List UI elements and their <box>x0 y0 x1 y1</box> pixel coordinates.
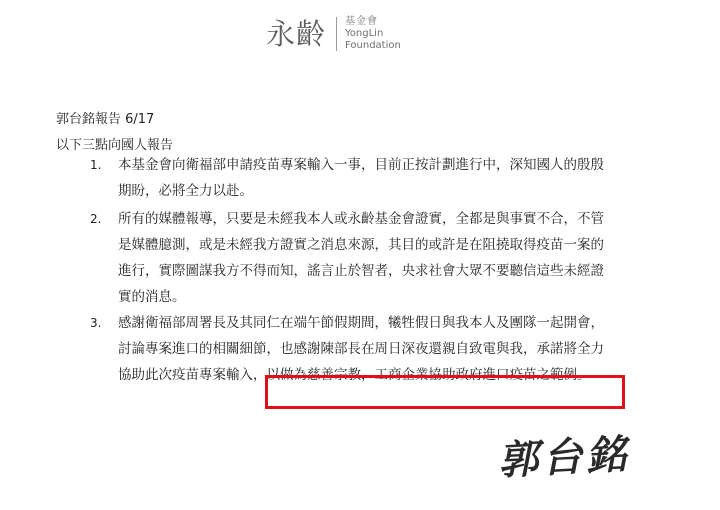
item-line: 實的消息。 <box>118 289 186 305</box>
item-line: 協助此次疫苗專案輸入，以做為慈善宗教，工商企業協助政府進口疫苗之範例。 <box>118 367 591 383</box>
item-line: 進行，實際圖謀我方不得而知，謠言止於智者，央求社會大眾不要聽信這些未經證 <box>118 263 604 279</box>
report-title: 郭台銘報告 6/17 <box>56 112 155 127</box>
logo-org-zh: 基金會 <box>345 16 379 27</box>
foundation-logo <box>266 12 401 56</box>
signature: 郭台銘 <box>497 430 632 485</box>
logo-mark: 永齡 <box>266 16 327 51</box>
logo-text <box>345 16 401 52</box>
item-line: 是媒體臆測，或是未經我方證實之消息來源，其目的或許是在阻撓取得疫苗一案的 <box>118 237 604 253</box>
logo-divider <box>336 17 337 51</box>
report-intro: 以下三點向國人報告 <box>56 138 174 153</box>
item-number: 2. <box>90 212 102 226</box>
item-number: 1. <box>90 158 102 172</box>
item-line: 討論專案進口的相關細節，也感謝陳部長在周日深夜還親自致電與我，承諾將全力 <box>118 341 604 357</box>
item-number: 3. <box>90 316 102 330</box>
logo-org-en-1: YongLin <box>345 28 384 39</box>
item-line: 感謝衛福部周署長及其同仁在端午節假期間，犧牲假日與我本人及團隊一起開會， <box>118 315 604 331</box>
item-body <box>118 206 638 310</box>
item-line: 所有的媒體報導，只要是未經我本人或永齡基金會證實，全都是與事實不合，不管 <box>118 211 604 227</box>
logo-org-en-2: Foundation <box>345 40 401 51</box>
item-line: 期盼，必將全力以赴。 <box>118 183 253 199</box>
highlight-box <box>265 375 625 409</box>
item-line: 本基金會向衛福部申請疫苗專案輸入一事，目前正按計劃進行中，深知國人的殷殷 <box>118 157 604 173</box>
item-body <box>118 152 638 204</box>
